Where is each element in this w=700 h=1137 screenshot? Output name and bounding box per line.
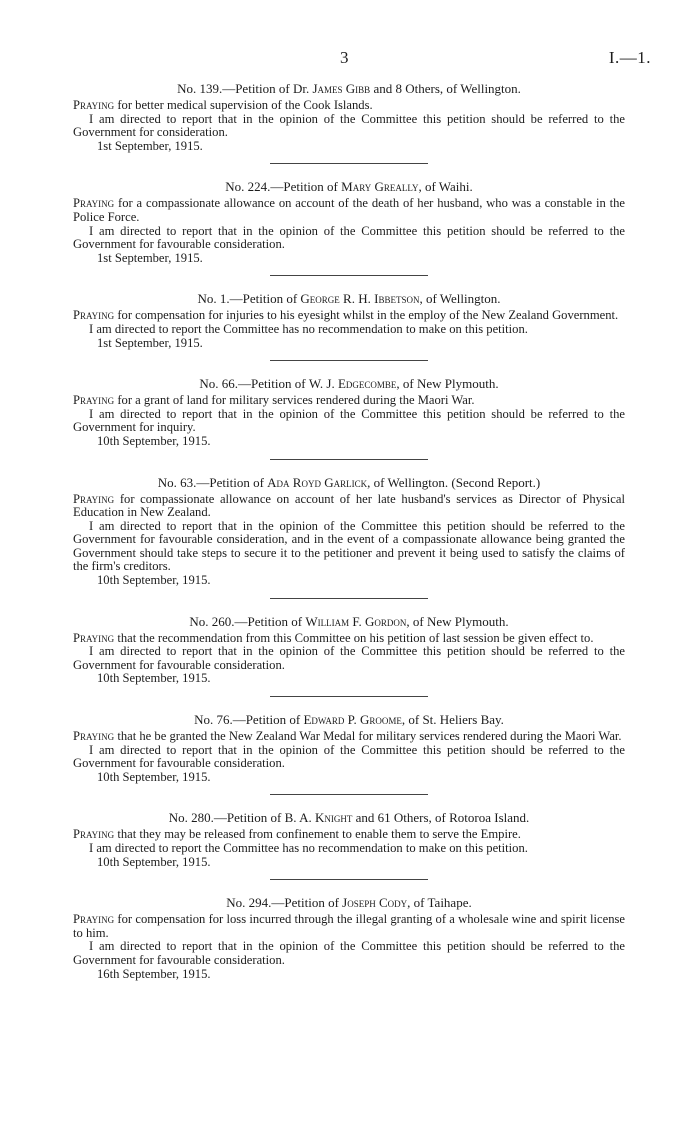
petition-entry [73,711,625,784]
praying-paragraph: Praying for better medical supervision of the Cook Islands. [73,98,373,112]
petition-date: 10th September, 1915. [97,854,211,869]
petition-title: No. 1.—Petition of George R. H. Ibbetson, of Wellington. [197,291,501,307]
petition-date: 10th September, 1915. [97,573,211,588]
petition-title: No. 63.—Petition of Ada Royd Garlick, of Wellington. (Second Report.) [157,474,541,490]
petitioner-name: James Gibb [312,81,371,96]
petition-title: No. 280.—Petition of B. A. Knight and 61 Others, of Rotoroa Island. [168,810,530,826]
petition-date: 1st September, 1915. [97,138,203,153]
petitioner-name: William F. Gordon [305,613,407,629]
section-divider [270,794,428,795]
petition-entry [73,613,625,686]
petitioner-name: Edward P. Groome [303,712,402,728]
report-paragraph: I am directed to report that in the opinion of the Committee this petition should be referred to the Government for inquiry. [73,406,625,435]
report-paragraph: I am directed to report that in the opinion of the Committee this petition should be referred to the Government for favourable consideration. [73,939,625,967]
report-paragraph: I am directed to report that in the opinion of the Committee this petition should be referred to the Government for favourable consideration, and in the event of a compassionate allowance being granted the Government should take steps to secure it to the petitioner and prevent it being used to satisfy the claims of the firm's creditors. [73,518,625,574]
petition-title: No. 294.—Petition of Joseph Cody, of Taihape. [226,895,472,911]
petition-date: 16th September, 1915. [97,966,211,981]
petition-title: No. 139.—Petition of Dr. James Gibb and 8 Others, of Wellington. [177,81,521,96]
petition-entry [73,178,625,265]
petitioner-name: W. J. Edgecombe [308,376,397,392]
petitioner-name: Ada Royd Garlick [267,474,368,490]
praying-paragraph: Praying that they may be released from confinement to enable them to serve the Empire. [73,827,521,842]
praying-paragraph: Praying that the recommendation from this Committee on his petition of last session be given effect to. [73,630,594,645]
section-divider [270,598,428,599]
report-paragraph: I am directed to report that in the opinion of the Committee this petition should be referred to the Government for favourable consideration. [73,223,625,252]
section-divider [270,275,428,276]
petition-title: No. 224.—Petition of Mary Greally, of Waihi. [225,179,473,195]
petition-title: No. 66.—Petition of W. J. Edgecombe, of New Plymouth. [199,376,499,392]
praying-paragraph: Praying for a grant of land for military services rendered during the Maori War. [73,393,475,408]
section-divider [270,163,428,164]
report-paragraph: I am directed to report that in the opinion of the Committee this petition should be referred to the Government for favourable consideration. [73,644,625,672]
petitions-list [73,80,625,981]
page-number: 3 [340,48,349,67]
petition-entry [73,809,625,869]
praying-paragraph: Praying for a compassionate allowance on account of the death of her husband, who was a constable in the Police Force. [73,196,625,224]
petition-date: 10th September, 1915. [97,433,211,448]
petition-entry [73,474,625,588]
petition-date: 10th September, 1915. [97,671,211,686]
praying-paragraph: Praying for compensation for loss incurred through the illegal granting of a wholesale wine and spirit license to him. [73,912,625,940]
section-divider [270,459,428,460]
section-divider [270,696,428,697]
report-paragraph: I am directed to report that in the opinion of the Committee this petition should be referred to the Government for favourable consideration. [73,742,625,771]
praying-paragraph: Praying for compassionate allowance on account of her late husband's services as Director of Physical Education in New Zealand. [73,491,625,520]
petition-date: 1st September, 1915. [97,250,203,265]
petition-entry [73,290,625,350]
praying-paragraph: Praying that he be granted the New Zealand War Medal for military services rendered during the Maori War. [73,729,622,744]
petition-entry [73,80,625,153]
report-paragraph: I am directed to report that in the opinion of the Committee this petition should be referred to the Government for consideration. [73,111,625,140]
report-paragraph: I am directed to report the Committee has no recommendation to make on this petition. [89,321,528,336]
petitioner-name: Joseph Cody [342,895,408,911]
report-paragraph: I am directed to report the Committee has no recommendation to make on this petition. [89,841,528,855]
document-reference: I.—1. [608,48,651,67]
petitioner-name: George R. H. Ibbetson [300,291,420,307]
petition-date: 1st September, 1915. [97,335,203,350]
petitioner-name: Mary Greally [341,179,419,195]
petition-title: No. 76.—Petition of Edward P. Groome, of St. Heliers Bay. [194,712,504,728]
page-header [0,48,700,72]
petition-entry [73,894,625,981]
petitioner-name: B. A. Knight [284,810,353,826]
section-divider [270,360,428,361]
petition-entry [73,375,625,448]
petition-date: 10th September, 1915. [97,769,211,784]
petition-title: No. 260.—Petition of William F. Gordon, of New Plymouth. [189,613,509,629]
section-divider [270,879,428,880]
praying-paragraph: Praying for compensation for injuries to his eyesight whilst in the employ of the New Zealand Government. [73,308,619,323]
